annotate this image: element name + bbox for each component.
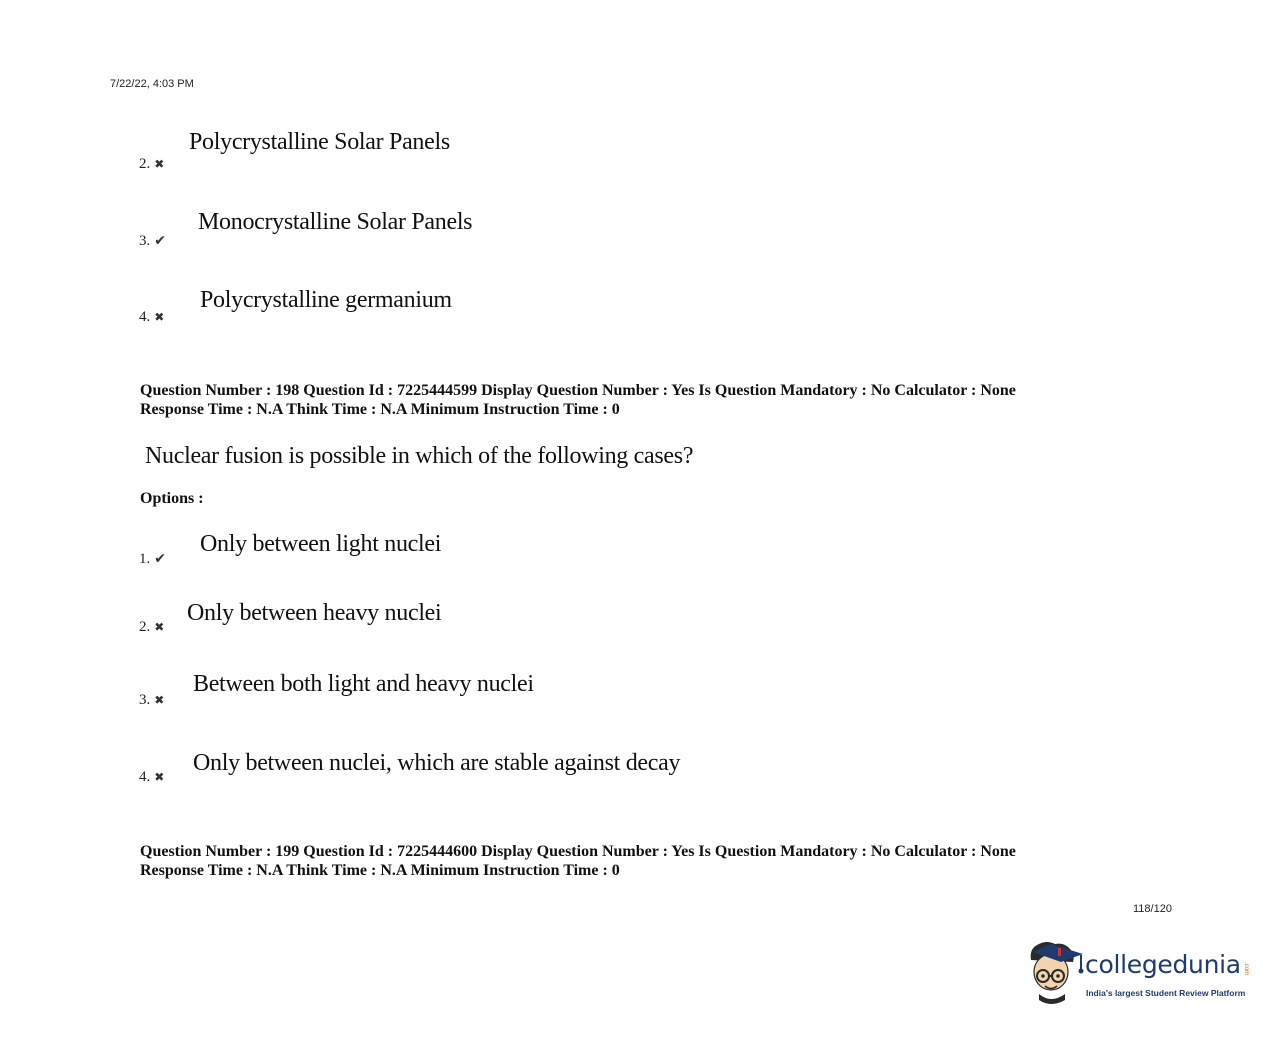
question-meta-198 — [140, 381, 1016, 419]
option-text-prev-4: Polycrystalline germanium — [200, 287, 452, 313]
collegedunia-logo — [1025, 938, 1255, 1008]
page-number: 118/120 — [1133, 903, 1172, 915]
option-text-prev-3: Monocrystalline Solar Panels — [198, 209, 473, 235]
timestamp: 7/22/22, 4:03 PM — [110, 78, 194, 90]
question-text: Nuclear fusion is possible in which of the following cases? — [145, 443, 694, 469]
options-label: Options : — [140, 490, 204, 507]
option-text-2: Only between heavy nuclei — [187, 600, 442, 626]
option-number-prev-4: 4. ✖ — [139, 309, 165, 325]
question-meta-line1: Question Number : 198 Question Id : 7225444599 Display Question Number : Yes Is Question Mandatory : No Calculator : None — [140, 382, 1016, 399]
question-meta-line2: Response Time : N.A Think Time : N.A Minimum Instruction Time : 0 — [140, 862, 620, 879]
check-icon: ✔ — [154, 233, 166, 249]
cross-icon: ✖ — [154, 157, 165, 171]
logo-tagline: India's largest Student Review Platform — [1086, 988, 1246, 998]
option-number-4: 4. ✖ — [139, 769, 165, 785]
option-number-2: 2. ✖ — [139, 619, 165, 635]
option-text-1: Only between light nuclei — [200, 531, 442, 557]
option-number-prev-3: 3. ✔ — [139, 233, 166, 249]
cross-icon: ✖ — [154, 693, 165, 707]
option-number-3: 3. ✖ — [139, 692, 165, 708]
logo-text: collegedunia — [1085, 950, 1241, 979]
cross-icon: ✖ — [154, 770, 165, 784]
cross-icon: ✖ — [154, 310, 165, 324]
option-number-1: 1. ✔ — [139, 551, 166, 567]
check-icon: ✔ — [154, 551, 166, 567]
logo-com: .com — [1243, 962, 1249, 976]
option-text-3: Between both light and heavy nuclei — [193, 671, 534, 697]
option-number-prev-2: 2. ✖ — [139, 156, 165, 172]
option-text-4: Only between nuclei, which are stable against decay — [193, 750, 681, 776]
cross-icon: ✖ — [154, 620, 165, 634]
mascot-icon — [1025, 938, 1085, 1008]
question-meta-line1: Question Number : 199 Question Id : 7225444600 Display Question Number : Yes Is Question Mandatory : No Calculator : None — [140, 843, 1016, 860]
question-meta-199 — [140, 842, 1016, 880]
option-text-prev-2: Polycrystalline Solar Panels — [189, 129, 450, 155]
question-meta-line2: Response Time : N.A Think Time : N.A Minimum Instruction Time : 0 — [140, 401, 620, 418]
